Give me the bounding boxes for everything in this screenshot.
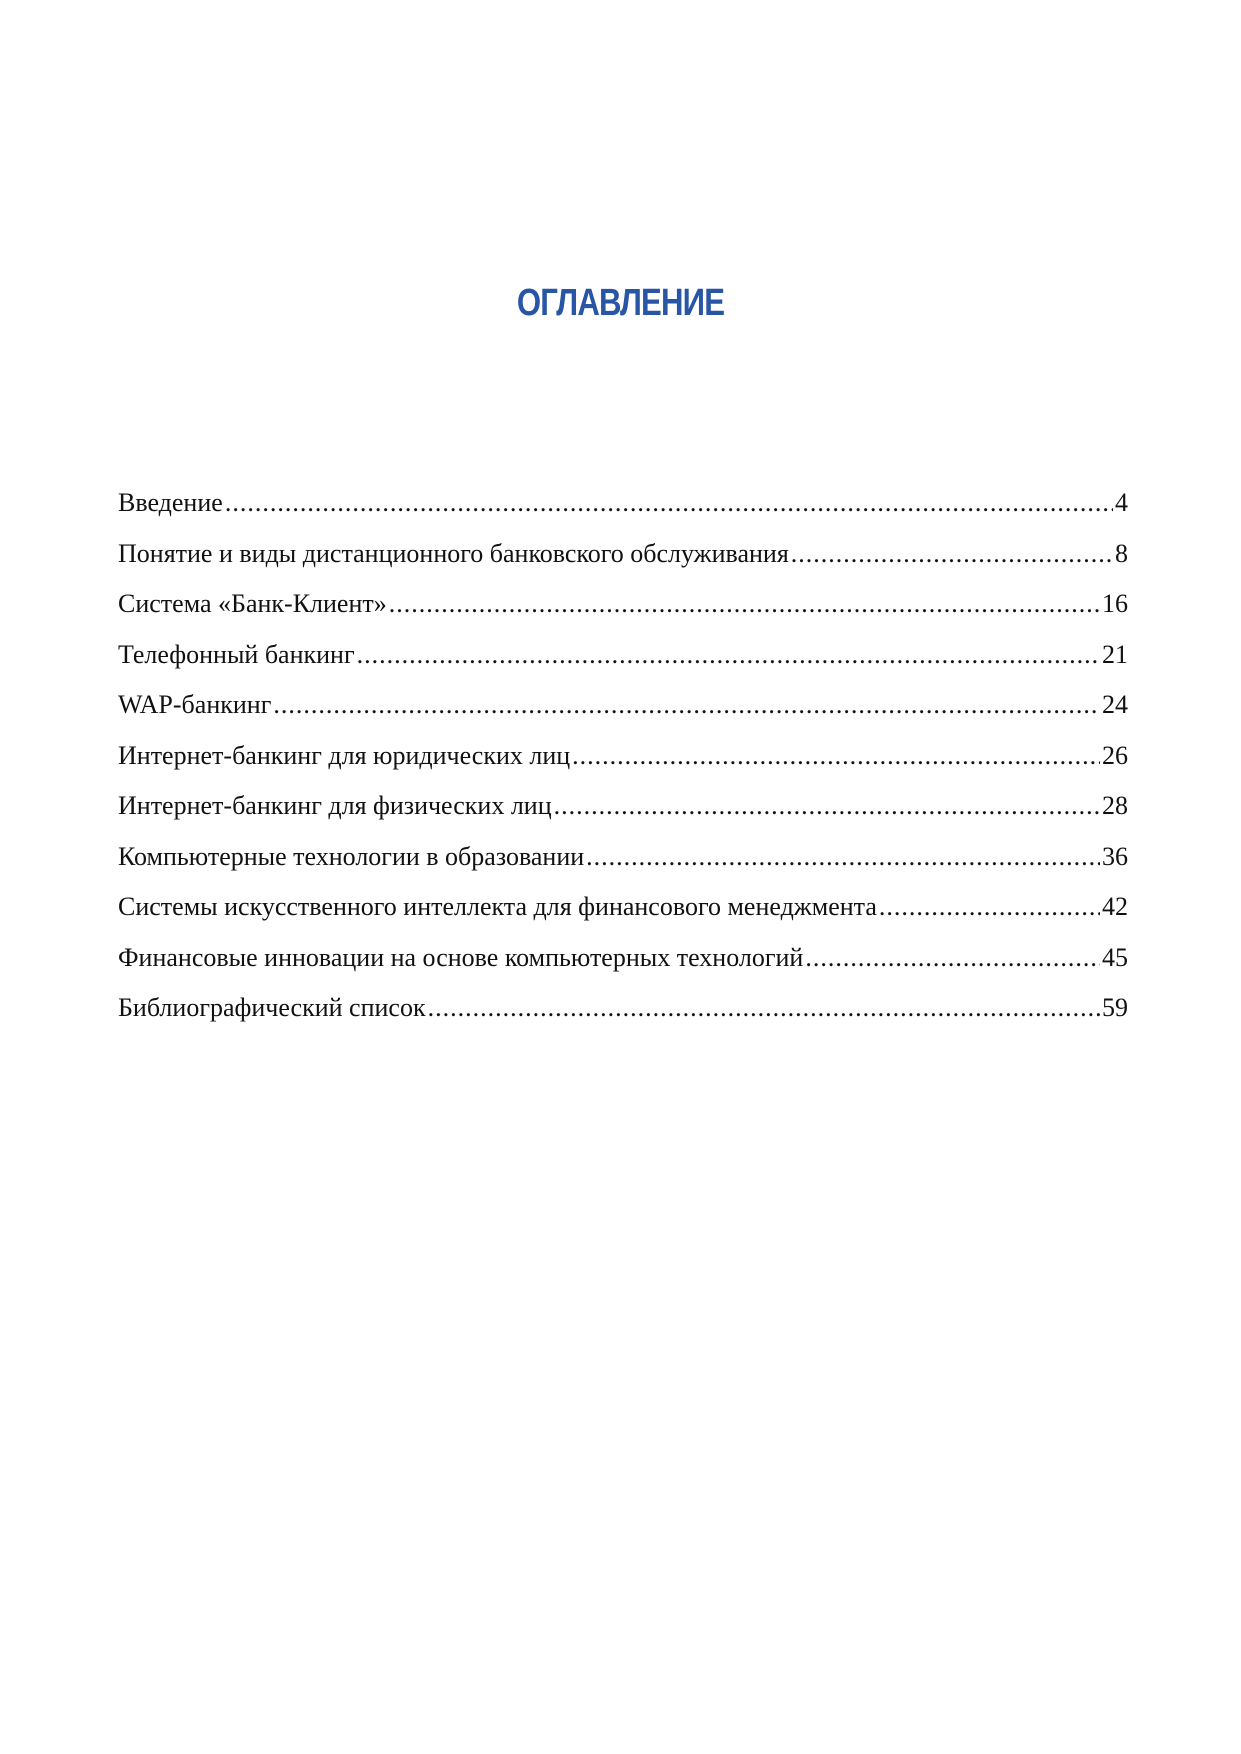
toc-entry[interactable] [118,539,1128,590]
toc-dot-leader [586,842,1100,872]
toc-entry-label: Библиографический список [118,993,426,1022]
toc-dot-leader [428,993,1100,1023]
toc-page-number: 26 [1102,740,1128,770]
toc-page-number: 4 [1115,488,1128,517]
toc-entry-label: Финансовые инновации на основе компьютерных технологий [118,942,804,972]
toc-entry-label: Введение [118,488,223,517]
toc-dot-leader [879,892,1100,922]
toc-page-number: 36 [1102,841,1128,871]
toc-entry-label: Интернет-банкинг для юридических лиц [118,740,571,770]
toc-entry-label: Понятие и виды дистанционного банковского обслуживания [118,538,789,568]
toc-entry[interactable] [118,690,1128,741]
toc-entry[interactable] [118,589,1128,640]
toc-page-number: 28 [1102,791,1128,820]
toc-page-number: 45 [1102,942,1128,972]
toc-dot-leader [389,589,1100,619]
toc-entry-label: Системы искусственного интеллекта для финансового менеджмента [118,892,877,921]
toc-dot-leader [805,943,1100,973]
toc-page-number: 59 [1102,993,1128,1022]
toc-page-number: 24 [1102,690,1128,719]
toc-entry[interactable] [118,488,1128,539]
toc-dot-leader [554,791,1100,821]
toc-entry-label: Интернет-банкинг для физических лиц [118,791,552,820]
table-of-contents [118,488,1128,1044]
toc-entry[interactable] [118,741,1128,792]
toc-entry-label: Телефонный банкинг [118,639,355,669]
toc-entry-label: Компьютерные технологии в образовании [118,841,585,871]
toc-entry[interactable] [118,943,1128,994]
toc-dot-leader [572,741,1100,771]
toc-page-number: 21 [1102,639,1128,669]
toc-dot-leader [225,488,1113,518]
toc-dot-leader [273,690,1100,720]
toc-entry[interactable] [118,791,1128,842]
toc-entry[interactable] [118,640,1128,691]
page-title: ОГЛАВЛЕНИЕ [516,282,725,324]
toc-dot-leader [357,640,1100,670]
toc-dot-leader [791,539,1113,569]
toc-page-number: 8 [1115,538,1128,568]
toc-entry-label: WAP-банкинг [118,690,272,719]
toc-entry-label: Система «Банк-Клиент» [118,589,387,618]
toc-entry[interactable] [118,842,1128,893]
toc-page-number: 42 [1102,892,1128,921]
toc-entry[interactable] [118,892,1128,943]
toc-entry[interactable] [118,993,1128,1044]
toc-page-number: 16 [1102,589,1128,618]
